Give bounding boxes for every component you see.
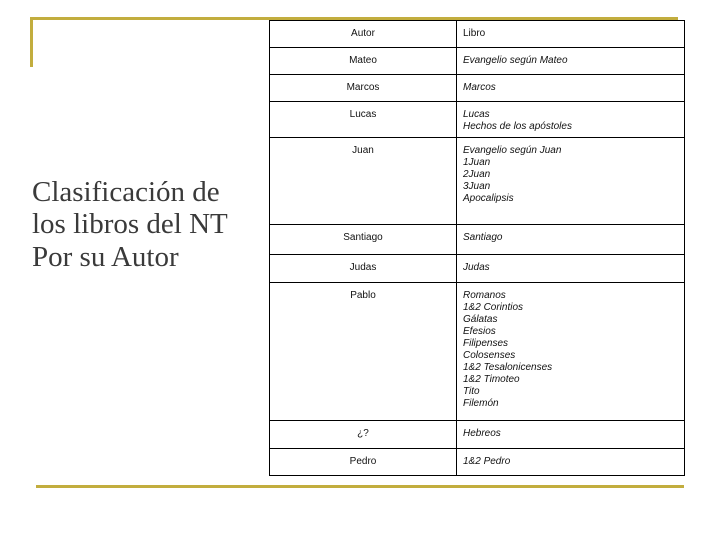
author-cell: Mateo [270, 48, 457, 75]
books-cell [457, 75, 685, 102]
frame-left-rule [30, 17, 33, 67]
slide-title-line-1: Clasificación de [32, 176, 220, 208]
slide-title-line-2: los libros del NT [32, 208, 228, 241]
book-title: Romanos [463, 290, 506, 301]
authors-table [269, 20, 685, 476]
books-cell [457, 283, 685, 421]
books-cell [457, 48, 685, 75]
author-cell: Pablo [270, 283, 457, 421]
table-row [270, 255, 685, 283]
books-cell [457, 255, 685, 283]
books-cell [457, 138, 685, 225]
author-cell: Judas [270, 255, 457, 283]
books-cell [457, 421, 685, 449]
book-title: Filemón [463, 398, 499, 409]
book-title: Evangelio según Mateo [463, 55, 568, 66]
book-title: 3Juan [463, 181, 491, 192]
slide-title-line-3: Por su Autor [32, 240, 179, 273]
book-title: 1&2 Pedro [463, 456, 511, 467]
book-title: Santiago [463, 232, 503, 243]
book-title: Colosenses [463, 350, 516, 361]
book-title: Marcos [463, 82, 496, 93]
table-row [270, 225, 685, 255]
book-title: Efesios [463, 326, 496, 337]
table-row [270, 283, 685, 421]
slide-title [32, 176, 262, 273]
author-cell: Marcos [270, 75, 457, 102]
book-title: 1&2 Tesalonicenses [463, 362, 553, 373]
books-cell [457, 102, 685, 138]
header-books: Libro [457, 21, 685, 48]
author-cell: Lucas [270, 102, 457, 138]
header-author: Autor [270, 21, 457, 48]
book-title: 1Juan [463, 157, 491, 168]
book-title: 1&2 Timoteo [463, 374, 520, 385]
author-cell: Juan [270, 138, 457, 225]
book-title: Evangelio según Juan [463, 145, 562, 156]
book-title: Filipenses [463, 338, 509, 349]
book-title: Lucas [463, 109, 490, 120]
table-header-row [270, 21, 685, 48]
book-title: Apocalipsis [463, 193, 514, 204]
book-title: 2Juan [463, 169, 491, 180]
table-row [270, 48, 685, 75]
author-cell: Pedro [270, 449, 457, 476]
book-title: Judas [463, 262, 490, 273]
author-cell: Santiago [270, 225, 457, 255]
table-row [270, 102, 685, 138]
book-title: Hebreos [463, 428, 501, 439]
book-title: Gálatas [463, 314, 498, 325]
books-cell [457, 225, 685, 255]
table-row [270, 421, 685, 449]
author-cell: ¿? [270, 421, 457, 449]
table-row [270, 138, 685, 225]
book-title: Hechos de los apóstoles [463, 121, 572, 132]
table-row [270, 449, 685, 476]
books-cell [457, 449, 685, 476]
table-row [270, 75, 685, 102]
book-title: 1&2 Corintios [463, 302, 524, 313]
frame-bottom-rule [36, 485, 684, 488]
book-title: Tito [463, 386, 480, 397]
